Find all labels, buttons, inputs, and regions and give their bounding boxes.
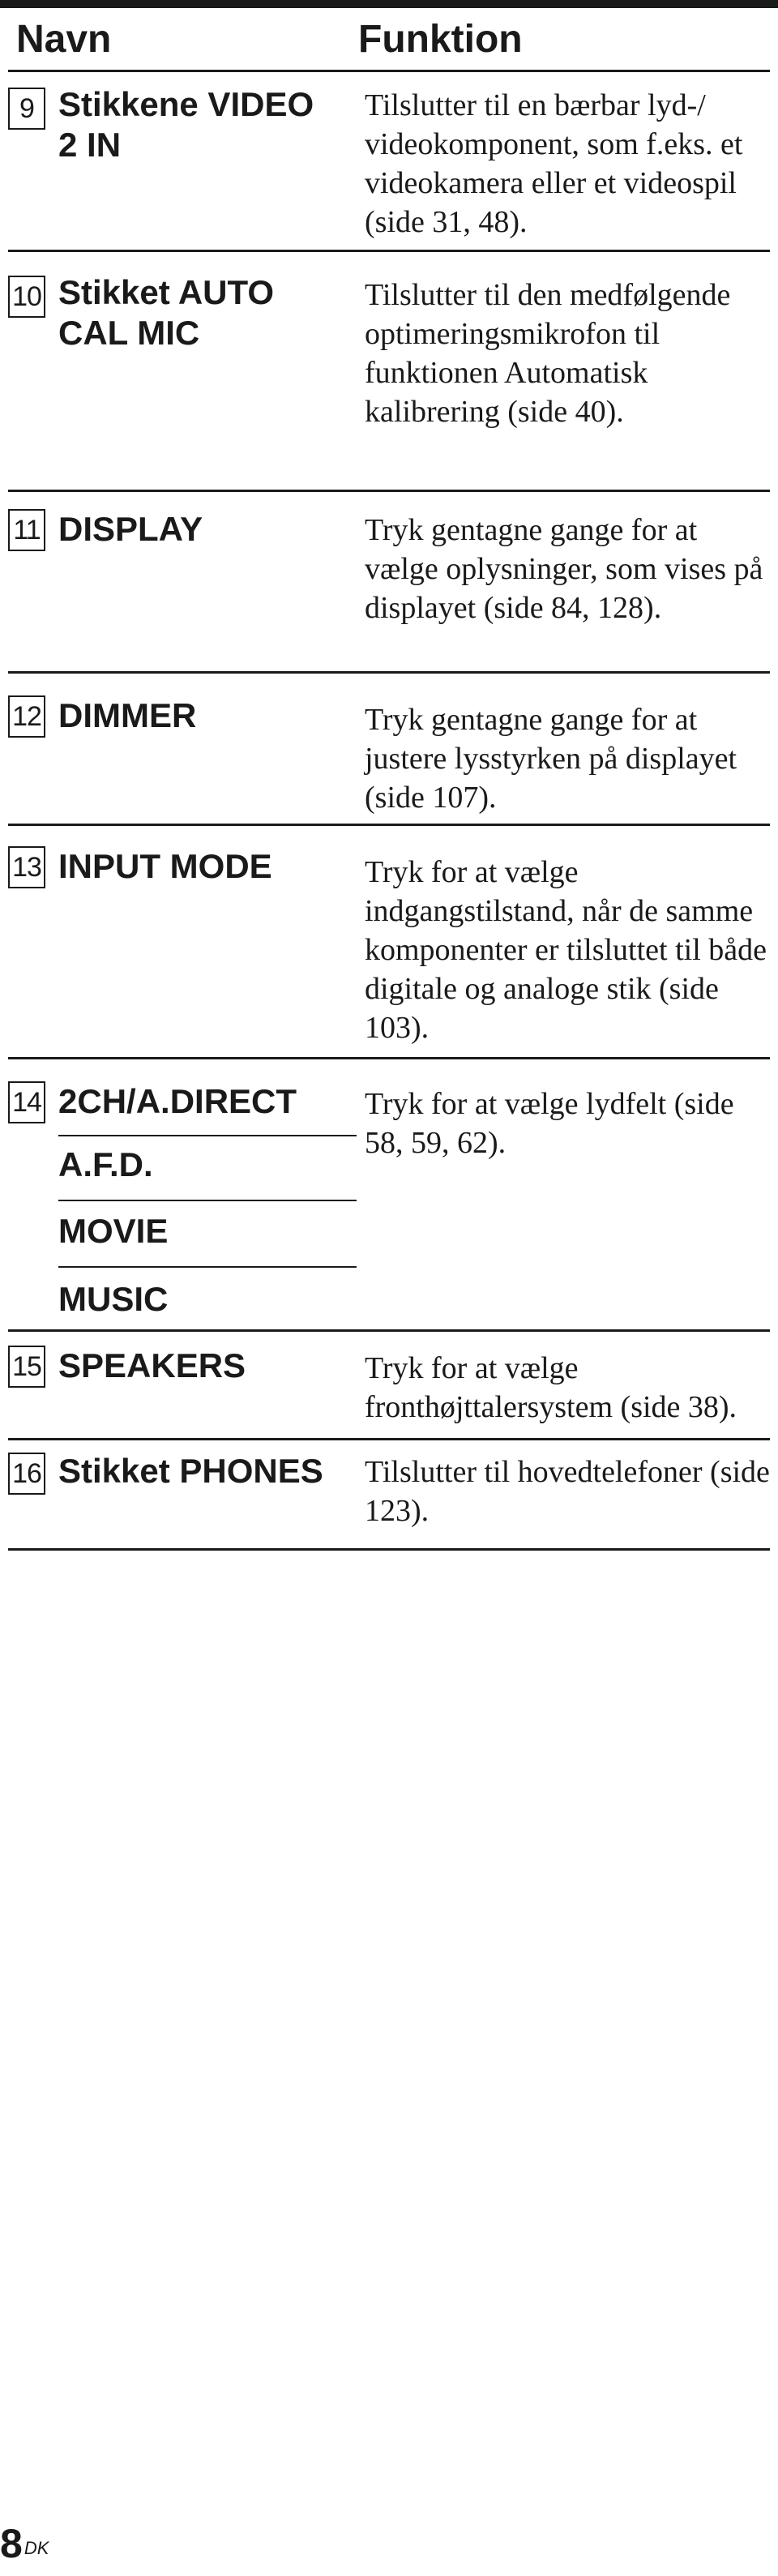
sub-divider xyxy=(58,1200,357,1201)
item-description: Tryk for at vælge lydfelt (side 58, 59, 62). xyxy=(365,1087,734,1160)
column-header-name: Navn xyxy=(16,18,112,61)
row-divider xyxy=(8,490,770,492)
row-divider xyxy=(8,1438,770,1440)
item-description: Tryk for at vælge indgangstilstand, når de samme komponenter er tilsluttet til både digitale og analoge stik (side 103). xyxy=(365,855,767,1045)
item-name: 2CH/A.DIRECT xyxy=(58,1082,297,1120)
item-number: 15 xyxy=(8,1346,45,1388)
item-name: MOVIE xyxy=(58,1212,169,1250)
top-rule xyxy=(0,0,778,8)
item-name: MUSIC xyxy=(58,1280,169,1318)
item-number: 12 xyxy=(8,695,45,738)
row-divider xyxy=(8,824,770,826)
item-name: DIMMER xyxy=(58,696,197,734)
page-number: $8^{DK}$ xyxy=(0,2521,49,2566)
item-description: Tilslutter til den medfølgende optimeringsmikrofon til funktionen Automatisk kalibrering (side 40). xyxy=(365,278,731,429)
page-suffix: DK xyxy=(24,2538,49,2558)
sub-divider xyxy=(58,1266,357,1268)
item-number: 9 xyxy=(8,88,45,130)
row-divider xyxy=(8,1548,770,1551)
item-number: 13 xyxy=(8,846,45,888)
column-header-function: Funktion xyxy=(358,18,523,61)
item-name: Stikket AUTO CAL MIC xyxy=(58,273,275,352)
header-rule xyxy=(8,70,770,72)
item-name: A.F.D. xyxy=(58,1145,153,1183)
item-number: 14 xyxy=(8,1081,45,1123)
item-description: Tryk gentagne gange for at vælge oplysninger, som vises på displayet (side 84, 128). xyxy=(365,513,763,625)
item-number: 10 xyxy=(8,276,45,318)
row-divider xyxy=(8,671,770,674)
sub-divider xyxy=(58,1135,357,1136)
item-name: INPUT MODE xyxy=(58,847,272,885)
row-divider xyxy=(8,1329,770,1332)
item-name: Stikkene VIDEO 2 IN xyxy=(58,85,314,164)
item-description: Tryk for at vælge fronthøjttalersystem (side 38). xyxy=(365,1351,737,1424)
table-header xyxy=(0,11,778,68)
item-description: Tryk gentagne gange for at justere lysstyrken på displayet (side 107). xyxy=(365,703,737,815)
item-name: Stikket PHONES xyxy=(58,1452,323,1490)
item-number: 11 xyxy=(8,509,45,551)
item-name: SPEAKERS xyxy=(58,1346,246,1384)
item-description: Tilslutter til hovedtelefoner (side 123). xyxy=(365,1455,770,1528)
item-name: DISPLAY xyxy=(58,510,203,548)
row-divider xyxy=(8,1057,770,1059)
item-description: Tilslutter til en bærbar lyd-/ videokomponent, som f.eks. et videokamera eller et videospil (side 31, 48). xyxy=(365,88,743,239)
item-number: 16 xyxy=(8,1453,45,1495)
row-divider xyxy=(8,250,770,252)
